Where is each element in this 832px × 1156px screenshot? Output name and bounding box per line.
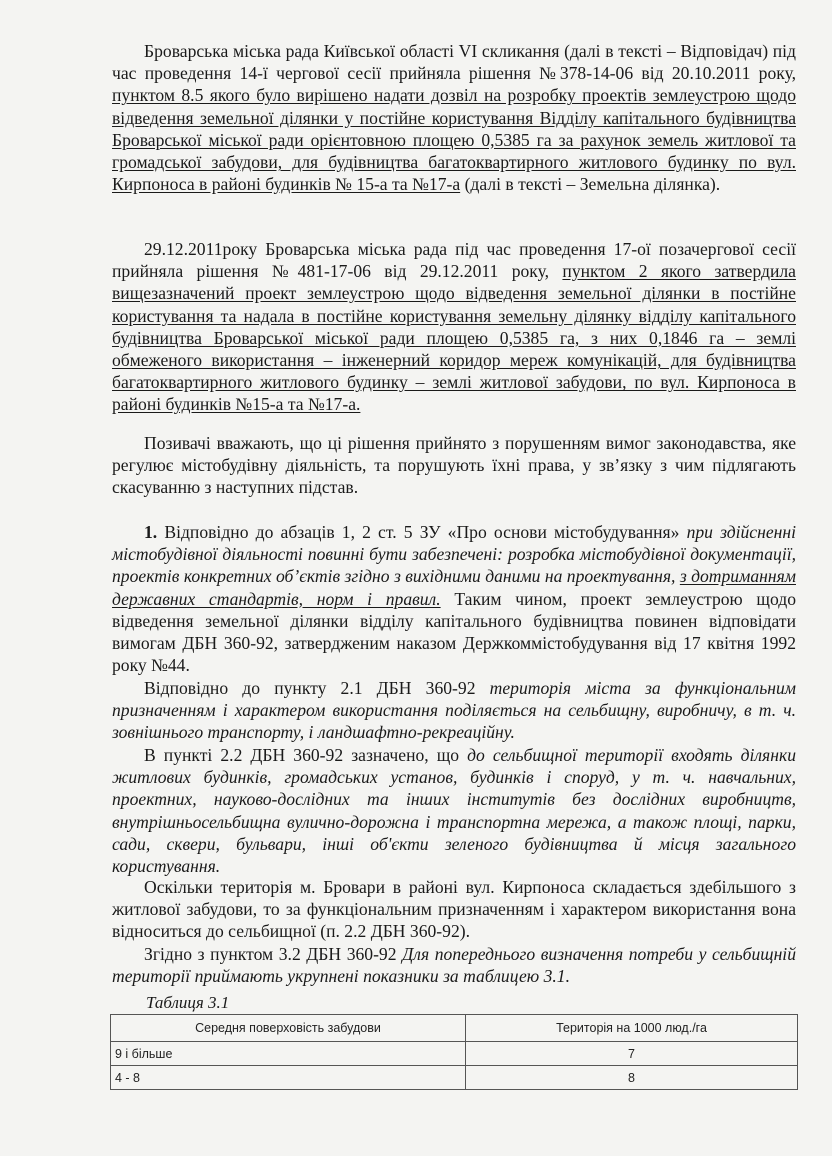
decision-378-outro: (далі в тексті – Земельна ділянка). [460,174,721,195]
point-1-intro: Відповідно до абзаців 1, 2 ст. 5 ЗУ «Про основи містобудування» [157,522,687,542]
table-header-cell: Середня поверховість забудови [111,1015,466,1042]
table-cell: 4 - 8 [111,1066,466,1090]
paragraph-dbn-3-2 [112,943,796,987]
table-header-row [111,1015,798,1042]
point-1-quote: при здійсненні містобудівної діяльності повинні бути забезпечені: розробка містобудівної документації, проектів конкретних об’єктів згідно з вихідними даними на проектування, [112,522,796,587]
table-3-1 [110,1014,798,1090]
point-1-conclusion: Таким чином, проект землеустрою щодо відведення земельної ділянки відділу капітального будівництва повинен відповідати вимогам ДБН 360-92, затвердженим наказом Держкоммістобудування від 17 квітня 1992 року №44. [112,588,796,676]
dbn-2-2-quote: до сельбищної території входять ділянки житлових будинків, громадських установ, будинків і споруд, у т. ч. навчальних, проектних, науково-дослідних та інших інститутів без дослідних виробництв, внутрішньосельбищна вулично-дорожна і транспортна мережа, а також площі, парки, сади, сквери, бульвари, інші об'єкти зеленого будівництва й місця загального користування. [112,745,796,877]
point-number: 1. [144,522,158,542]
decision-378-underlined: пунктом 8.5 якого було вирішено надати дозвіл на розробку проектів землеустрою щодо відведення земельної ділянки у постійне користування Відділу капітального будівництва Броварської міської ради орієнтовною площею 0,5385 га за рахунок земель житлової та громадської забудови, для будівництва багатоквартирного житлового будинку по вул. Кирпоноса в районі будинків № 15-а та №17-а [112,85,796,195]
table-cell: 8 [466,1066,798,1090]
paragraph-decision-378 [112,40,796,195]
dbn-3-2-quote: Для попереднього визначення потреби у сельбищній території приймають укрупнені показники за таблицею 3.1. [112,944,796,987]
paragraph-decision-481 [112,238,796,416]
table-header-cell: Територія на 1000 люд./га [466,1015,798,1042]
dbn-3-2-intro: Згідно з пунктом 3.2 ДБН 360-92 [144,944,403,964]
dbn-2-1-quote: територія міста за функціональним призначенням і характером використання поділяється на сельбищну, виробничу, в т. ч. зовнішнього транспорту, і ландшафтно-рекреаційну. [112,678,796,743]
table-caption: Таблиця 3.1 [146,993,230,1012]
table-row [111,1042,798,1066]
decision-481-intro: 29.12.2011року Броварська міська рада під час проведення 17-ої позачергової сесії прийняла рішення №481-17-06 від 29.12.2011 року, [112,239,796,282]
paragraph-claim: Позивачі вважають, що ці рішення прийнято з порушенням вимог законодавства, яке регулює містобудівну діяльність, та порушують їхні права, у зв’язку з чим підлягають скасуванню з наступних підстав. [112,433,796,498]
paragraph-dbn-2-2 [112,744,796,877]
paragraph-dbn-2-1 [112,677,796,744]
paragraph-brovary-territory: Оскільки територія м. Бровари в районі вул. Кирпоноса складається здебільшого з житлової забудови, то за функціональним призначенням і характером використання вона відноситься до сельбищної (п. 2.2 ДБН 360-92). [112,877,796,942]
table-cell: 7 [466,1042,798,1066]
dbn-2-1-intro: Відповідно до пункту 2.1 ДБН 360-92 [144,678,490,698]
decision-481-underlined: пунктом 2 якого затвердила вищезазначений проект землеустрою щодо відведення земельної ділянки в постійне користування та надала в постійне користування земельну ділянку відділу капітального будівництва Броварської міської ради площею 0,5385 га, з них 0,1846 га – землі обмеженого використання – інженерний коридор мереж комунікацій, для будівництва багатоквартирного житлового будинку – землі житлової забудови, по вул. Кирпоноса в районі будинків №15-а та №17-а. [112,261,796,415]
decision-378-intro: Броварська міська рада Київської області VI скликання (далі в тексті – Відповідач) під час проведення 14-ї чергової сесії прийняла рішення №378-14-06 від 20.10.2011 року, [112,41,796,84]
table-row [111,1066,798,1090]
table-cell: 9 і більше [111,1042,466,1066]
point-1-quote-underlined: з дотриманням державних стандартів, норм і правил. [112,566,796,609]
paragraph-point-1 [112,521,796,676]
dbn-2-2-intro: В пункті 2.2 ДБН 360-92 зазначено, що [144,745,468,765]
